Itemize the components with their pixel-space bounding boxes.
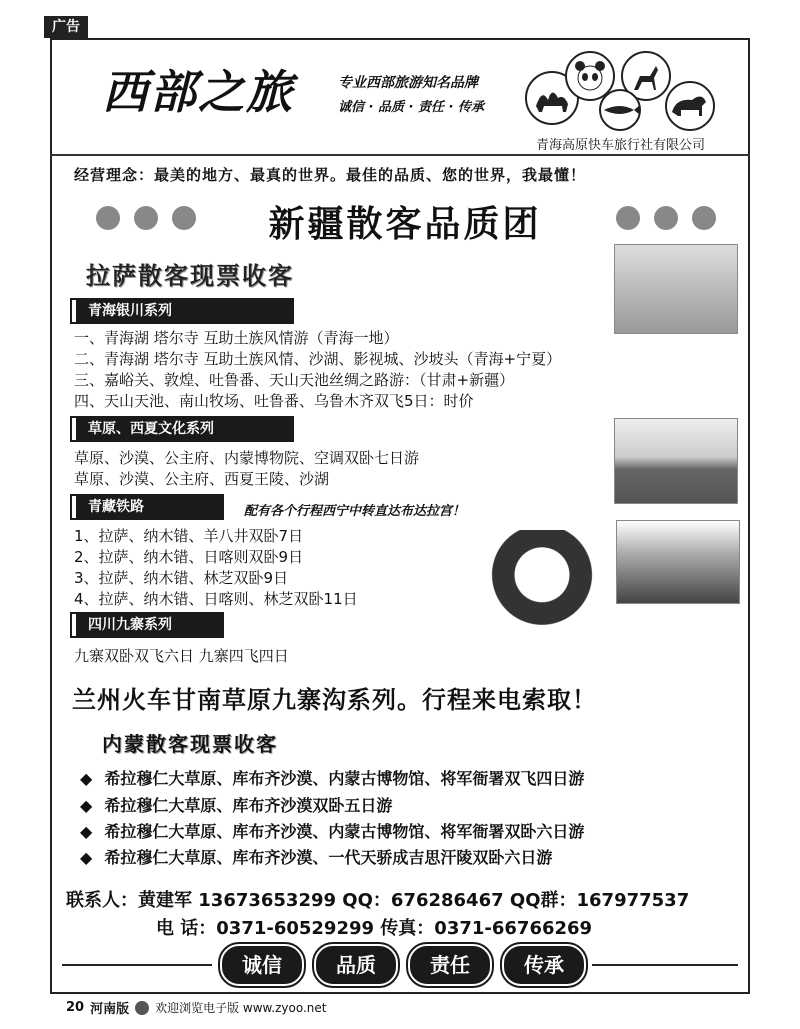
route-line: 二、青海湖 塔尔寺 互助土族风情、沙湖、影视城、沙坡头（青海+宁夏） bbox=[74, 350, 562, 368]
page-footer bbox=[66, 998, 326, 1017]
dot-icon bbox=[616, 206, 640, 230]
section-title-qinghai-yinchuan: 青海银川系列 bbox=[72, 300, 292, 322]
bullet-text: 希拉穆仁大草原、库布齐沙漠双卧五日游 bbox=[104, 796, 393, 815]
bullet-text: 希拉穆仁大草原、库布齐沙漠、内蒙古博物馆、将军衙署双卧六日游 bbox=[104, 822, 585, 841]
route-line: 3、拉萨、纳木错、林芝双卧9日 bbox=[74, 569, 289, 587]
footer-text: 欢迎浏览电子版 www.zyoo.net bbox=[155, 1001, 327, 1015]
lhasa-subtitle: 拉萨散客现票收客 bbox=[86, 262, 294, 290]
contact-line: 联系人：黄建军 13673653299 QQ：676286467 QQ群：167977537 bbox=[66, 890, 690, 911]
route-line: 四、天山天池、南山牧场、吐鲁番、乌鲁木齐双飞5日：时价 bbox=[74, 392, 474, 410]
route-line: 草原、沙漠、公主府、西夏王陵、沙湖 bbox=[74, 470, 330, 488]
dot-icon bbox=[692, 206, 716, 230]
ad-tag: 广告 bbox=[44, 16, 88, 38]
dot-icon bbox=[96, 206, 120, 230]
company-name: 青海高原快车旅行社有限公司 bbox=[536, 138, 706, 153]
railway-note: 配有各个行程西宁中转直达布达拉宫！ bbox=[244, 504, 466, 519]
bullet-item bbox=[80, 845, 552, 868]
potala-palace-photo bbox=[616, 520, 740, 604]
route-line: 草原、沙漠、公主府、内蒙博物院、空调双卧七日游 bbox=[74, 449, 420, 467]
bullet-item bbox=[80, 766, 584, 789]
badge-heritage: 传承 bbox=[502, 944, 586, 986]
route-line: 1、拉萨、纳木错、羊八井双卧7日 bbox=[74, 527, 304, 545]
route-line: 4、拉萨、纳木错、日喀则、林芝双卧11日 bbox=[74, 590, 358, 608]
main-title: 新疆散客品质团 bbox=[268, 204, 542, 245]
bullet-text: 希拉穆仁大草原、库布齐沙漠、一代天骄成吉思汗陵双卧六日游 bbox=[104, 848, 553, 867]
badge-divider-left bbox=[62, 964, 212, 966]
logo-icon bbox=[135, 1001, 149, 1015]
dot-icon bbox=[134, 206, 158, 230]
tagline-secondary: 诚信 · 品质 · 责任 · 传承 bbox=[338, 100, 484, 115]
temple-photo bbox=[614, 244, 738, 334]
dot-icon bbox=[172, 206, 196, 230]
section-title-grassland-xixia: 草原、西夏文化系列 bbox=[72, 418, 292, 440]
tagline-primary: 专业西部旅游知名品牌 bbox=[338, 75, 478, 91]
diamond-icon: ◆ bbox=[80, 769, 93, 788]
section-title-qinghai-tibet-railway: 青藏铁路 bbox=[72, 496, 222, 518]
route-line: 三、嘉峪关、敦煌、吐鲁番、天山天池丝绸之路游：（甘肃+新疆） bbox=[74, 371, 515, 389]
header-divider bbox=[50, 154, 750, 156]
bullet-text: 希拉穆仁大草原、库布齐沙漠、内蒙古博物馆、将军衙署双飞四日游 bbox=[104, 769, 585, 788]
badge-divider-right bbox=[592, 964, 738, 966]
diamond-icon: ◆ bbox=[80, 848, 93, 867]
inner-mongolia-subtitle: 内蒙散客现票收客 bbox=[102, 732, 278, 756]
lanzhou-series-line: 兰州火车甘南草原九寨沟系列。行程来电索取！ bbox=[72, 686, 597, 714]
badge-integrity: 诚信 bbox=[220, 944, 304, 986]
route-line: 2、拉萨、纳木错、日喀则双卧9日 bbox=[74, 548, 304, 566]
left-dots bbox=[96, 206, 196, 230]
diamond-icon: ◆ bbox=[80, 796, 93, 815]
brand-logo-text: 西部之旅 bbox=[102, 65, 294, 119]
badge-quality: 品质 bbox=[314, 944, 398, 986]
right-dots bbox=[616, 206, 716, 230]
animal-icons bbox=[522, 48, 722, 134]
grassland-photo bbox=[614, 418, 738, 504]
route-line: 九寨双卧双飞六日 九寨四飞四日 bbox=[74, 647, 289, 665]
phone-fax-line: 电 话：0371-60529299 传真：0371-66766269 bbox=[156, 918, 593, 939]
badge-responsibility: 责任 bbox=[408, 944, 492, 986]
panda-photo bbox=[482, 530, 602, 642]
bullet-item bbox=[80, 819, 584, 842]
business-philosophy: 经营理念：最美的地方、最真的世界。最佳的品质、您的世界，我最懂！ bbox=[74, 166, 587, 184]
diamond-icon: ◆ bbox=[80, 822, 93, 841]
bullet-item bbox=[80, 793, 392, 816]
edition-label: 河南版 bbox=[90, 1002, 130, 1017]
dot-icon bbox=[654, 206, 678, 230]
page-number: 20 bbox=[66, 1000, 85, 1015]
section-title-sichuan-jiuzhai: 四川九寨系列 bbox=[72, 614, 222, 636]
route-line: 一、青海湖 塔尔寺 互助土族风情游（青海一地） bbox=[74, 329, 399, 347]
